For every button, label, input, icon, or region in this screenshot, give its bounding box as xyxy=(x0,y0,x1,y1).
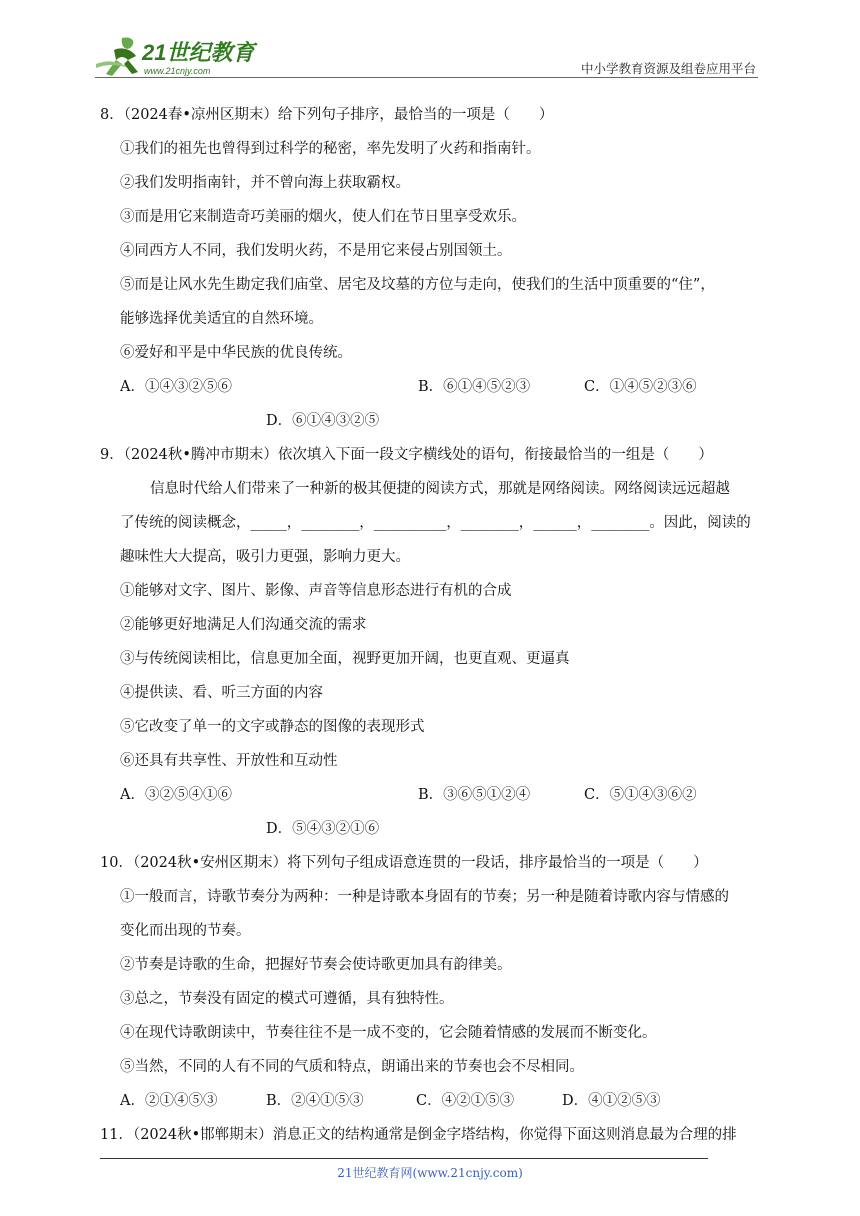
sentence-item: ①一般而言，诗歌节奏分为两种：一种是诗歌本身固有的节奏；另一种是随着诗歌内容与情感的 xyxy=(120,889,729,905)
options-row xyxy=(100,812,765,846)
sentence-item: ②能够更好地满足人们沟通交流的需求 xyxy=(120,617,367,633)
sentence-item: ②我们发明指南针，并不曾向海上获取霸权。 xyxy=(120,175,410,191)
sentence-item: ①我们的祖先也曾得到过科学的秘密，率先发明了火药和指南针。 xyxy=(120,141,541,157)
option-b[interactable]: B．③⑥⑤①②④ xyxy=(418,787,531,803)
sentence-item: ①能够对文字、图片、影像、声音等信息形态进行有机的合成 xyxy=(120,583,512,599)
options-row xyxy=(100,1084,765,1118)
question-11 xyxy=(100,1118,765,1152)
question-stem: 10．（2024秋•安州区期末）将下列句子组成语意连贯的一段话，排序最恰当的一项是（ ） xyxy=(100,855,708,871)
sentence-item: ⑤而是让风水先生勘定我们庙堂、居宅及坟墓的方位与走向，使我们的生活中顶重要的“住”， xyxy=(120,277,715,293)
passage-line: 了传统的阅读概念，_____，________，__________，________，______，________。因此，阅读的 xyxy=(120,515,751,531)
passage-line: 信息时代给人们带来了一种新的极其便捷的阅读方式，那就是网络阅读。网络阅读远远超越 xyxy=(150,481,730,497)
option-b[interactable]: B．②④①⑤③ xyxy=(266,1093,364,1109)
option-a[interactable]: A．②①④⑤③ xyxy=(120,1093,218,1109)
question-stem: 8．（2024春•凉州区期末）给下列句子排序，最恰当的一项是（ ） xyxy=(100,107,554,123)
option-c[interactable]: C．⑤①④③⑥② xyxy=(584,787,697,803)
options-row xyxy=(100,404,765,438)
sentence-item: ⑤它改变了单一的文字或静态的图像的表现形式 xyxy=(120,719,425,735)
option-b[interactable]: B．⑥①④⑤②③ xyxy=(418,379,531,395)
sentence-item: ③与传统阅读相比，信息更加全面，视野更加开阔，也更直观、更逼真 xyxy=(120,651,570,667)
page-header xyxy=(0,0,860,90)
option-d[interactable]: D．④①②⑤③ xyxy=(562,1093,661,1109)
question-stem: 11．（2024秋•邯郸期末）消息正文的结构通常是倒金字塔结构，你觉得下面这则消息最为合理的排 xyxy=(100,1127,737,1143)
question-list xyxy=(100,98,765,1152)
logo xyxy=(92,34,262,80)
sentence-item: ④提供读、看、听三方面的内容 xyxy=(120,685,323,701)
footer-link[interactable]: 21世纪教育网(www.21cnjy.com) xyxy=(337,1166,523,1180)
question-9 xyxy=(100,438,765,846)
footer-divider xyxy=(100,1158,708,1159)
sentence-item: ③总之，节奏没有固定的模式可遵循，具有独特性。 xyxy=(120,991,454,1007)
sentence-item: ④同西方人不同，我们发明火药，不是用它来侵占别国领土。 xyxy=(120,243,512,259)
sentence-item: ②节奏是诗歌的生命，把握好节奏会使诗歌更加具有韵律美。 xyxy=(120,957,512,973)
sentence-item-continued: 变化而出现的节奏。 xyxy=(120,923,251,939)
logo-text: 21世纪教育 xyxy=(142,40,255,65)
sentence-item: ③而是用它来制造奇巧美丽的烟火，使人们在节日里享受欢乐。 xyxy=(120,209,526,225)
option-c[interactable]: C．④②①⑤③ xyxy=(416,1093,515,1109)
sentence-item: ④在现代诗歌朗读中，节奏往往不是一成不变的，它会随着情感的发展而不断变化。 xyxy=(120,1025,657,1041)
options-row xyxy=(100,370,765,404)
passage-line: 趣味性大大提高，吸引力更强，影响力更大。 xyxy=(120,549,410,565)
sentence-item: ⑥还具有共享性、开放性和互动性 xyxy=(120,753,338,769)
option-d[interactable]: D．⑥①④③②⑤ xyxy=(266,413,380,429)
logo-url: www.21cnjy.com xyxy=(144,66,211,76)
header-divider xyxy=(95,77,758,78)
question-10 xyxy=(100,846,765,1118)
question-8 xyxy=(100,98,765,438)
option-c[interactable]: C．①④⑤②③⑥ xyxy=(584,379,697,395)
option-a[interactable]: A．③②⑤④①⑥ xyxy=(120,787,232,803)
sentence-item-continued: 能够选择优美适宜的自然环境。 xyxy=(120,311,323,327)
sentence-item: ⑥爱好和平是中华民族的优良传统。 xyxy=(120,345,352,361)
options-row xyxy=(100,778,765,812)
sentence-item: ⑤当然，不同的人有不同的气质和特点，朗诵出来的节奏也会不尽相同。 xyxy=(120,1059,584,1075)
option-a[interactable]: A．①④③②⑤⑥ xyxy=(120,379,232,395)
platform-name: 中小学教育资源及组卷应用平台 xyxy=(580,61,756,76)
runner-icon xyxy=(96,37,138,76)
question-stem: 9．（2024秋•腾冲市期末）依次填入下面一段文字横线处的语句，衔接最恰当的一组是（ ） xyxy=(100,447,713,463)
option-d[interactable]: D．⑤④③②①⑥ xyxy=(266,821,380,837)
